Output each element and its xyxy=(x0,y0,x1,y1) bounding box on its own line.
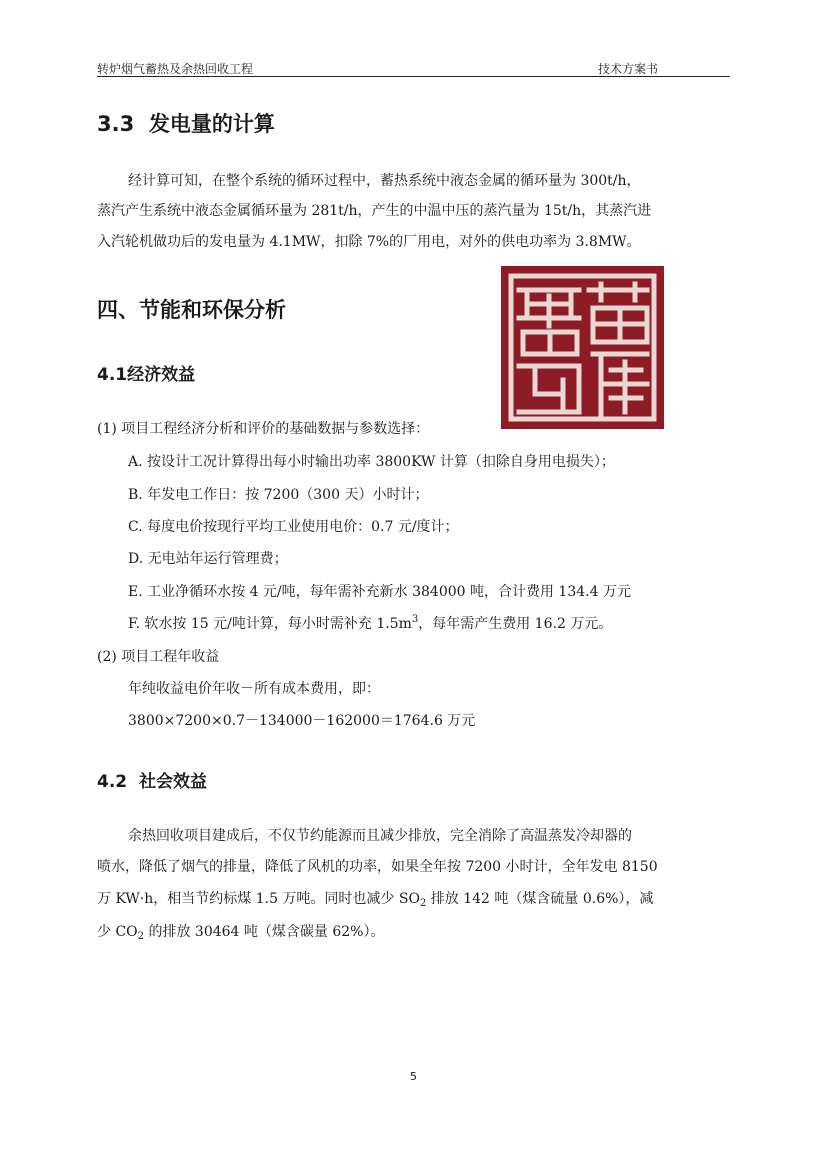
list-item: B. 年发电工作日：按 7200（300 天）小时计； xyxy=(128,487,429,503)
superscript: 3 xyxy=(411,614,419,625)
subscript: 2 xyxy=(419,898,427,909)
paragraph-line: 经计算可知，在整个系统的循环过程中，蓄热系统中液态金属的循环量为 300t/h， xyxy=(128,173,641,189)
text: ，每年需产生费用 16.2 万元。 xyxy=(418,616,613,632)
list-item: C. 每度电价按现行平均工业使用电价：0.7 元/度计； xyxy=(128,519,459,535)
section-4-heading: 四、节能和环保分析 xyxy=(97,298,286,322)
paragraph-line: 蒸汽产生系统中液态金属循环量为 281t/h，产生的中温中压的蒸汽量为 15t/h，其蒸汽进 xyxy=(97,203,652,219)
red-seal-stamp xyxy=(501,266,664,429)
paragraph-line: 余热回收项目建成后，不仅节约能源而且减少排放，完全消除了高温蒸发冷却器的 xyxy=(128,828,632,844)
section-4-1-heading xyxy=(97,360,195,385)
list-item: D. 无电站年运行管理费； xyxy=(128,551,288,567)
list-item: (2) 项目工程年收益 xyxy=(97,649,220,665)
paragraph-line: 年纯收益电价年收－所有成本费用，即： xyxy=(128,681,380,697)
section-title: 发电量的计算 xyxy=(148,112,275,136)
paragraph-line: 入汽轮机做功后的发电量为 4.1MW，扣除 7%的厂用电，对外的供电功率为 3.8MW。 xyxy=(97,234,641,250)
section-4-2-heading xyxy=(97,767,207,792)
list-item: (1) 项目工程经济分析和评价的基础数据与参数选择： xyxy=(97,421,430,437)
paragraph-line xyxy=(97,888,653,909)
header-rule xyxy=(97,76,730,77)
list-item: E. 工业净循环水按 4 元/吨，每年需补充新水 384000 吨，合计费用 134.4 万元 xyxy=(128,584,631,600)
list-item: A. 按设计工况计算得出每小时输出功率 3800KW 计算（扣除自身用电损失）； xyxy=(128,454,615,470)
text: 的排放 30464 吨（煤含碳量 62%）。 xyxy=(144,924,385,940)
text: 少 CO xyxy=(97,924,138,940)
paragraph-line: 喷水，降低了烟气的排量，降低了风机的功率，如果全年按 7200 小时计，全年发电 8150 xyxy=(97,859,658,875)
header-left: 转炉烟气蓄热及余热回收工程 xyxy=(97,62,254,76)
list-item xyxy=(128,613,612,633)
paragraph-line xyxy=(97,921,384,942)
section-number: 4.2 xyxy=(97,772,128,792)
header-right: 技术方案书 xyxy=(598,62,659,76)
section-title: 社会效益 xyxy=(138,772,207,792)
text: 万 KW·h，相当节约标煤 1.5 万吨。同时也减少 SO xyxy=(97,891,420,907)
formula-line: 3800×7200×0.7－134000－162000＝1764.6 万元 xyxy=(128,713,476,729)
section-title: 经济效益 xyxy=(127,365,196,385)
subscript: 2 xyxy=(137,931,145,942)
page-number: 5 xyxy=(410,1070,417,1083)
text: 排放 142 吨（煤含硫量 0.6%），减 xyxy=(426,891,654,907)
section-number: 3.3 xyxy=(97,112,135,136)
section-number: 4.1 xyxy=(97,365,128,385)
section-3-3-heading xyxy=(97,108,275,138)
text: F. 软水按 15 元/吨计算，每小时需补充 1.5m xyxy=(128,616,412,632)
